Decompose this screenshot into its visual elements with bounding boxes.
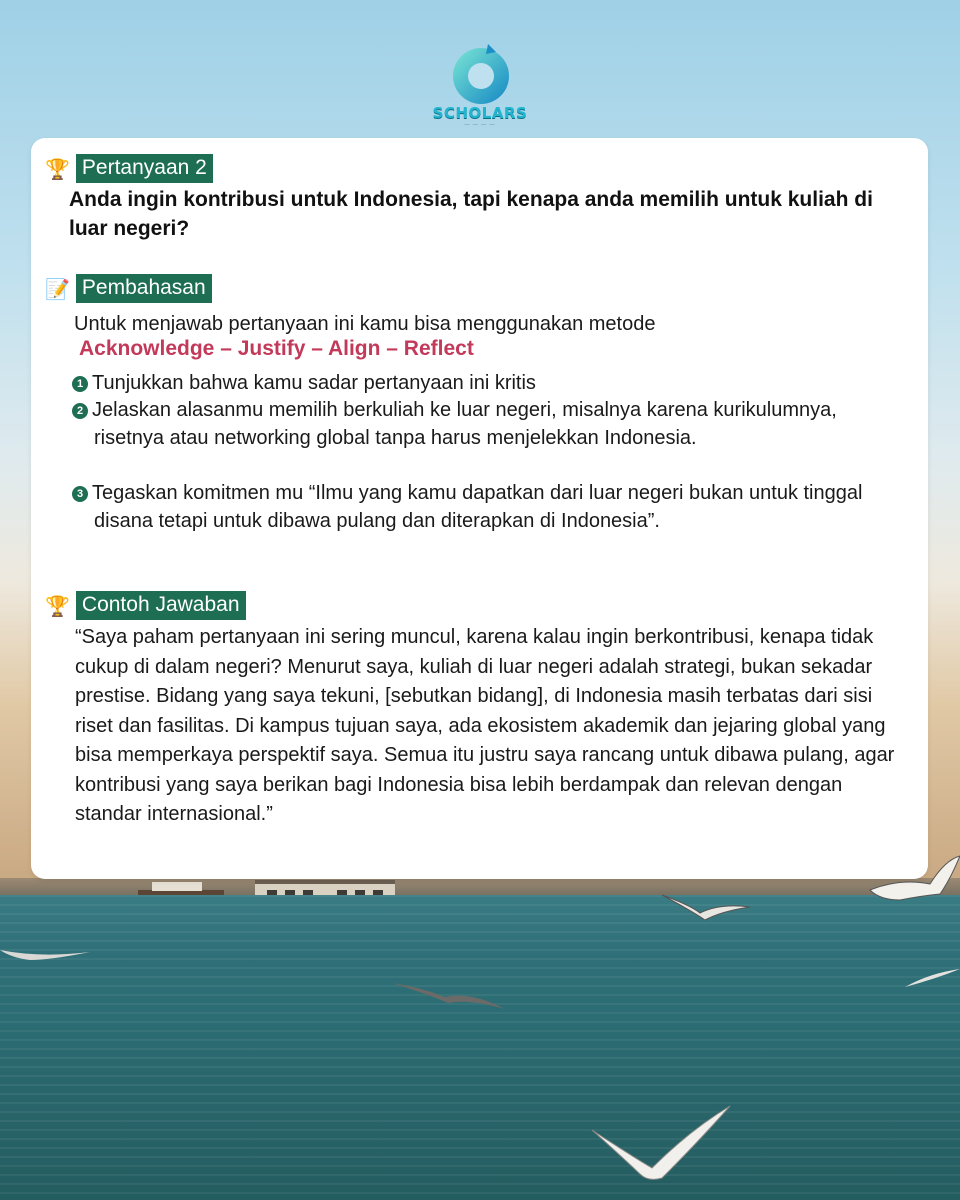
memo-icon: 📝 [45,276,70,301]
step-item [72,480,912,535]
brand-tagline-decoration: — — — — [464,122,496,128]
trophy-icon: 🏆 [45,156,70,181]
seagull-image [660,885,760,955]
step-item [72,397,902,452]
section-tag: Contoh Jawaban [76,591,246,620]
discussion-header [45,274,212,303]
step-text: Tegaskan komitmen mu “Ilmu yang kamu dapatkan dari luar negeri bukan untuk tinggal disana tetapi untuk dibawa pulang dan diterapkan di Indonesia”. [92,482,863,532]
trophy-icon: 🏆 [45,593,70,618]
example-answer-header [45,591,246,620]
question-header [45,154,213,183]
step-item [72,370,912,398]
step-text: Tunjukkan bahwa kamu sadar pertanyaan ini kritis [92,372,536,394]
sea-background [0,895,960,1200]
seagull-image [905,965,960,990]
step-text: Jelaskan alasanmu memilih berkuliah ke luar negeri, misalnya karena kurikulumnya, risetnya atau networking global tanpa harus menjelekkan Indonesia. [92,399,837,449]
step-number: 2 [72,403,88,419]
seagull-image [390,975,510,1015]
intro-text: Untuk menjawab pertanyaan ini kamu bisa menggunakan metode [74,313,656,335]
method-text: Acknowledge – Justify – Align – Reflect [79,337,474,360]
section-tag: Pertanyaan 2 [76,154,213,183]
seagull-image [0,940,95,965]
step-number: 3 [72,486,88,502]
section-tag: Pembahasan [76,274,212,303]
step-number: 1 [72,376,88,392]
brand-name: SCHOLARS [432,104,528,122]
answer-text: “Saya paham pertanyaan ini sering muncul, karena kalau ingin berkontribusi, kenapa tidak cukup di dalam negeri? Menurut saya, kuliah di luar negeri adalah strategi, bukan sekadar prestise. Bidang yang saya tekuni, [sebutkan bidang], di Indonesia masih terbatas dari sisi riset dan fasilitas. Di kampus tujuan saya, ada ekosistem akademik dan jejaring global yang bisa memperkaya perspektif saya. Semua itu justru saya rancang untuk dibawa pulang, agar kontribusi yang saya berikan bagi Indonesia bisa lebih berdampak dan relevan dengan standar internasional.” [75,626,895,825]
seagull-image [590,1100,740,1195]
question-text: Anda ingin kontribusi untuk Indonesia, tapi kenapa anda memilih untuk kuliah di luar negeri? [69,188,873,240]
